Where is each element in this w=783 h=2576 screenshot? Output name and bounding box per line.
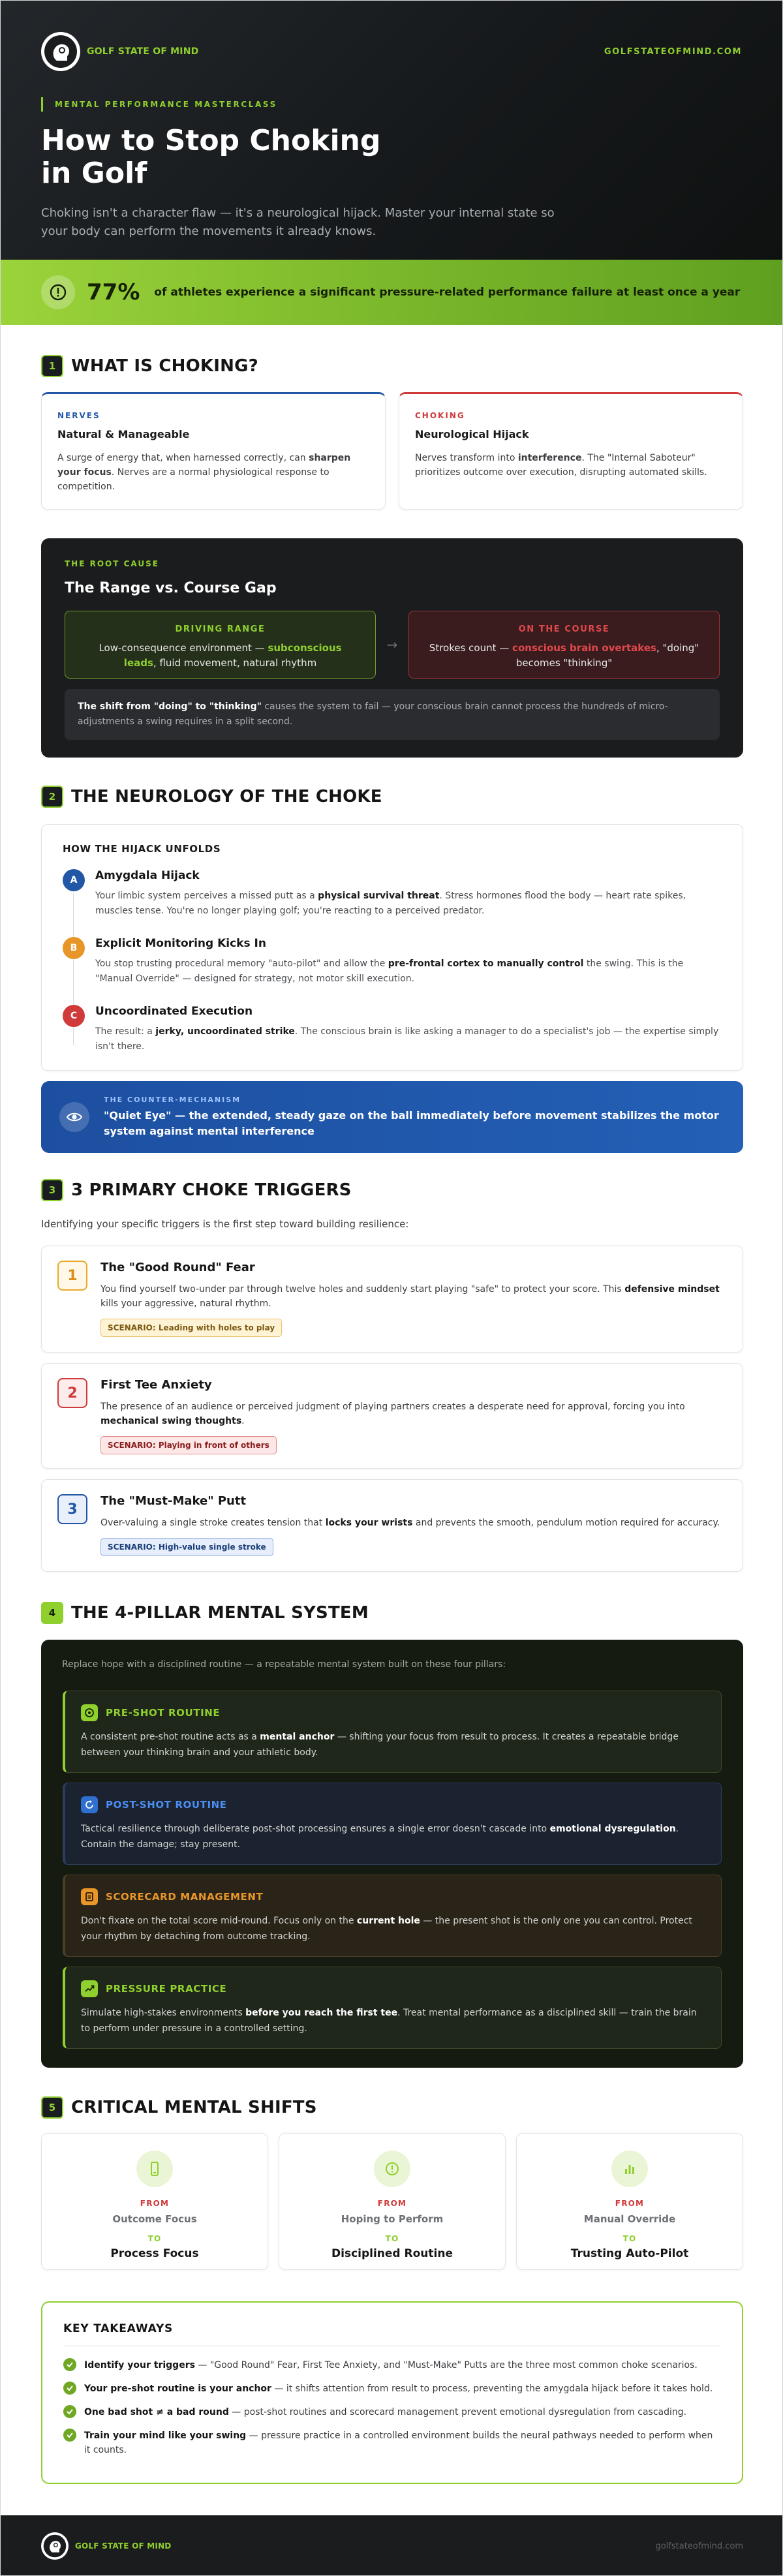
site-link[interactable]: GOLFSTATEOFMIND.COM [604,46,742,57]
hijack-step [63,937,722,987]
pillar-card [63,1783,722,1865]
trigger-card [41,1363,743,1469]
mental-shift-card [279,2133,506,2270]
section-title: WHAT IS CHOKING? [71,356,258,376]
check-icon [63,2429,76,2442]
takeaway-item [63,2358,721,2372]
trend-up-icon [81,1980,98,1997]
scenario-badge: SCENARIO: High-value single stroke [100,1538,273,1556]
alert-circle-icon [41,275,75,309]
trigger-card [41,1479,743,1572]
pillar-body: Tactical resilience through deliberate post-shot processing ensures a single error doesn't cascade into emotional dysregulation. Contain the damage; stay present. [81,1824,679,1850]
step-title: Explicit Monitoring Kicks In [95,937,266,950]
pillar-title: SCORECARD MANAGEMENT [106,1891,264,1903]
takeaways-title: KEY TAKEAWAYS [63,2322,721,2346]
driving-range-label: DRIVING RANGE [175,624,266,634]
counter-mechanism-banner [41,1081,743,1153]
section-4-header [41,1602,369,1624]
hero-header [1,1,782,260]
shift-to-label: TO [622,2234,637,2243]
driving-range-text: Low-consequence environment — subconscious leads, fluid movement, natural rhythm [99,642,342,669]
section-5-header [41,2096,317,2119]
takeaway-text: Train your mind like your swing — pressure practice in a controlled environment builds the neural pathways needed to perform when it counts. [84,2430,713,2455]
takeaway-item [63,2429,721,2457]
trigger-body: Over-valuing a single stroke creates tension that locks your wrists and prevents the smooth, pendulum motion required for accuracy. [100,1518,720,1528]
section-number: 3 [41,1179,63,1201]
nerves-card [41,392,386,510]
step-body: Your limbic system perceives a missed putt as a physical survival threat. Stress hormones flood the body — heart rate spikes, muscles tense. You're no longer playing golf; you're reacting to a perceived predator. [95,891,686,916]
check-icon [63,2382,76,2395]
bar-chart-icon [611,2151,648,2187]
pillar-body: Simulate high-stakes environments before you reach the first tee. Treat mental performance as a disciplined skill — train the brain to perform under pressure in a controlled setting. [81,2008,697,2034]
hijack-step [63,1005,722,1054]
trigger-number: 3 [57,1494,87,1524]
golf-head-icon [41,2532,69,2560]
pillar-card [63,1967,722,2049]
root-cause-label: THE ROOT CAUSE [65,559,159,568]
choking-label: CHOKING [415,411,465,420]
pillar-title: PRESSURE PRACTICE [106,1983,227,1995]
on-course-cell [408,611,720,679]
step-body: The result: a jerky, uncoordinated strike. The conscious brain is like asking a manager to do a specialist's job — the expertise simply isn't there. [95,1026,719,1052]
footer-brand-name: GOLF STATE OF MIND [75,2541,172,2551]
shift-to-value: Process Focus [110,2247,199,2260]
hijack-step [63,869,722,919]
hijack-card-title: HOW THE HIJACK UNFOLDS [63,843,221,855]
eye-icon [59,1102,89,1132]
brand-logo[interactable] [41,32,198,71]
section-title: CRITICAL MENTAL SHIFTS [71,2098,317,2117]
scenario-badge: SCENARIO: Leading with holes to play [100,1319,282,1337]
footer-site-link[interactable]: golfstateofmind.com [655,2541,743,2551]
takeaway-text: One bad shot ≠ a bad round — post-shot routines and scorecard management prevent emotional dysregulation from cascading. [84,2407,687,2417]
brand-name: GOLF STATE OF MIND [87,46,199,57]
trigger-body: The presence of an audience or perceived judgment of playing partners creates a desperate need for approval, forcing you into mechanical swing thoughts. [100,1402,685,1426]
section-number: 1 [41,355,63,377]
hero-eyebrow: MENTAL PERFORMANCE MASTERCLASS [41,97,742,112]
shift-from-label: FROM [615,2199,645,2208]
pillar-card [63,1875,722,1957]
trigger-title: The "Must-Make" Putt [100,1494,247,1508]
pillar-body: Don't fixate on the total score mid-round. Focus only on the current hole — the present shot is the only one you can control. Protect your rhythm by detaching from outcome tracking. [81,1916,692,1942]
pillar-body: A consistent pre-shot routine acts as a mental anchor — shifting your focus from result to process. It creates a repeatable bridge between your thinking brain and your athletic body. [81,1732,679,1758]
pillar-card [63,1691,722,1773]
section-number: 2 [41,786,63,808]
trigger-number: 2 [57,1378,87,1408]
stat-text: of athletes experience a significant pressure-related performance failure at least once a year [154,286,741,299]
on-course-label: ON THE COURSE [518,624,610,634]
step-marker: B [63,937,85,959]
driving-range-cell [65,611,376,679]
step-marker: C [63,1005,85,1027]
check-icon [63,2405,76,2418]
step-title: Amygdala Hijack [95,869,200,882]
choking-title: Neurological Hijack [415,428,529,440]
check-icon [63,2358,76,2371]
step-marker: A [63,869,85,891]
footer-logo[interactable] [41,2532,171,2560]
section-2-header [41,786,382,808]
section-title: THE 4-PILLAR MENTAL SYSTEM [71,1603,369,1623]
footer [1,2515,783,2576]
choking-body: Nerves transform into interference. The "Internal Saboteur" prioritizes outcome over execution, disrupting automated skills. [415,453,707,478]
page-title: How to Stop Choking in Golf [41,124,381,190]
counter-label: THE COUNTER-MECHANISM [104,1095,241,1104]
trigger-title: The "Good Round" Fear [100,1261,255,1274]
shift-from-value: Manual Override [583,2213,676,2225]
shift-from-label: FROM [140,2199,170,2208]
shift-to-value: Disciplined Routine [331,2247,453,2260]
refresh-icon [81,1796,98,1813]
hero-subtitle: Choking isn't a character flaw — it's a neurological hijack. Master your internal state so your body can perform the movements it already knows. [41,206,555,238]
section-number: 4 [41,1602,63,1624]
trigger-card [41,1246,743,1353]
key-takeaways [41,2301,743,2484]
stat-value: 77% [87,279,140,305]
nerves-title: Natural & Manageable [57,428,190,440]
scorecard-icon [81,1888,98,1905]
arrow-right-icon: → [386,637,398,652]
counter-text: "Quiet Eye" — the extended, steady gaze on the ball immediately before movement stabilizes the motor system against mental interference [104,1109,719,1137]
shift-from-value: Outcome Focus [112,2213,197,2225]
mental-shift-card [41,2133,268,2270]
trigger-body: You find yourself two-under par through twelve holes and suddenly start playing "safe" to protect your score. This defensive mindset kills your aggressive, natural rhythm. [100,1284,720,1309]
trigger-title: First Tee Anxiety [100,1378,212,1392]
trigger-number: 1 [57,1261,87,1291]
nerves-body: A surge of energy that, when harnessed correctly, can sharpen your focus. Nerves are a normal physiological response to competition. [57,453,351,492]
takeaway-text: Your pre-shot routine is your anchor — it shifts attention from result to process, preventing the amygdala hijack before it takes hold. [84,2384,713,2394]
section-3-header [41,1179,352,1201]
alert-icon [374,2151,410,2187]
step-body: You stop trusting procedural memory "auto-pilot" and allow the pre-frontal cortex to manually control the swing. This is the "Manual Override" — designed for strategy, not motor skill execution. [95,958,684,984]
target-icon [81,1704,98,1721]
mental-shift-card [516,2133,743,2270]
stat-band [1,260,782,325]
shift-to-value: Trusting Auto-Pilot [570,2247,689,2260]
pillar-title: PRE-SHOT ROUTINE [106,1707,221,1719]
nerves-label: NERVES [57,411,100,420]
shift-to-label: TO [147,2234,162,2243]
takeaway-item [63,2382,721,2396]
shift-to-label: TO [385,2234,399,2243]
takeaway-item [63,2405,721,2419]
section-1-header [41,355,258,377]
step-title: Uncoordinated Execution [95,1005,253,1018]
root-cause-panel [41,538,743,758]
choking-card [399,392,743,510]
pillar-title: POST-SHOT ROUTINE [106,1799,227,1811]
takeaway-text: Identify your triggers — "Good Round" Fear, First Tee Anxiety, and "Must-Make" Putts are the three most common choke scenarios. [84,2360,698,2370]
scenario-badge: SCENARIO: Playing in front of others [100,1436,277,1454]
pillars-intro: Replace hope with a disciplined routine — a repeatable mental system built on these four pillars: [62,1659,506,1670]
on-course-text: Strokes count — conscious brain overtakes, "doing" becomes "thinking" [429,642,699,669]
section-number: 5 [41,2096,63,2119]
shift-from-label: FROM [377,2199,407,2208]
hijack-card [41,824,743,1071]
golf-head-icon [41,32,80,71]
triggers-intro: Identifying your specific triggers is the first step toward building resilience: [41,1218,409,1230]
shift-note: The shift from "doing" to "thinking" causes the system to fail — your conscious brain cannot process the hundreds of micro-adjustments a swing requires in a split second. [65,689,720,740]
section-title: THE NEUROLOGY OF THE CHOKE [71,787,382,806]
section-title: 3 PRIMARY CHOKE TRIGGERS [71,1180,352,1200]
shift-from-value: Hoping to Perform [341,2213,444,2225]
phone-icon [136,2151,173,2187]
root-cause-title: The Range vs. Course Gap [65,580,277,596]
